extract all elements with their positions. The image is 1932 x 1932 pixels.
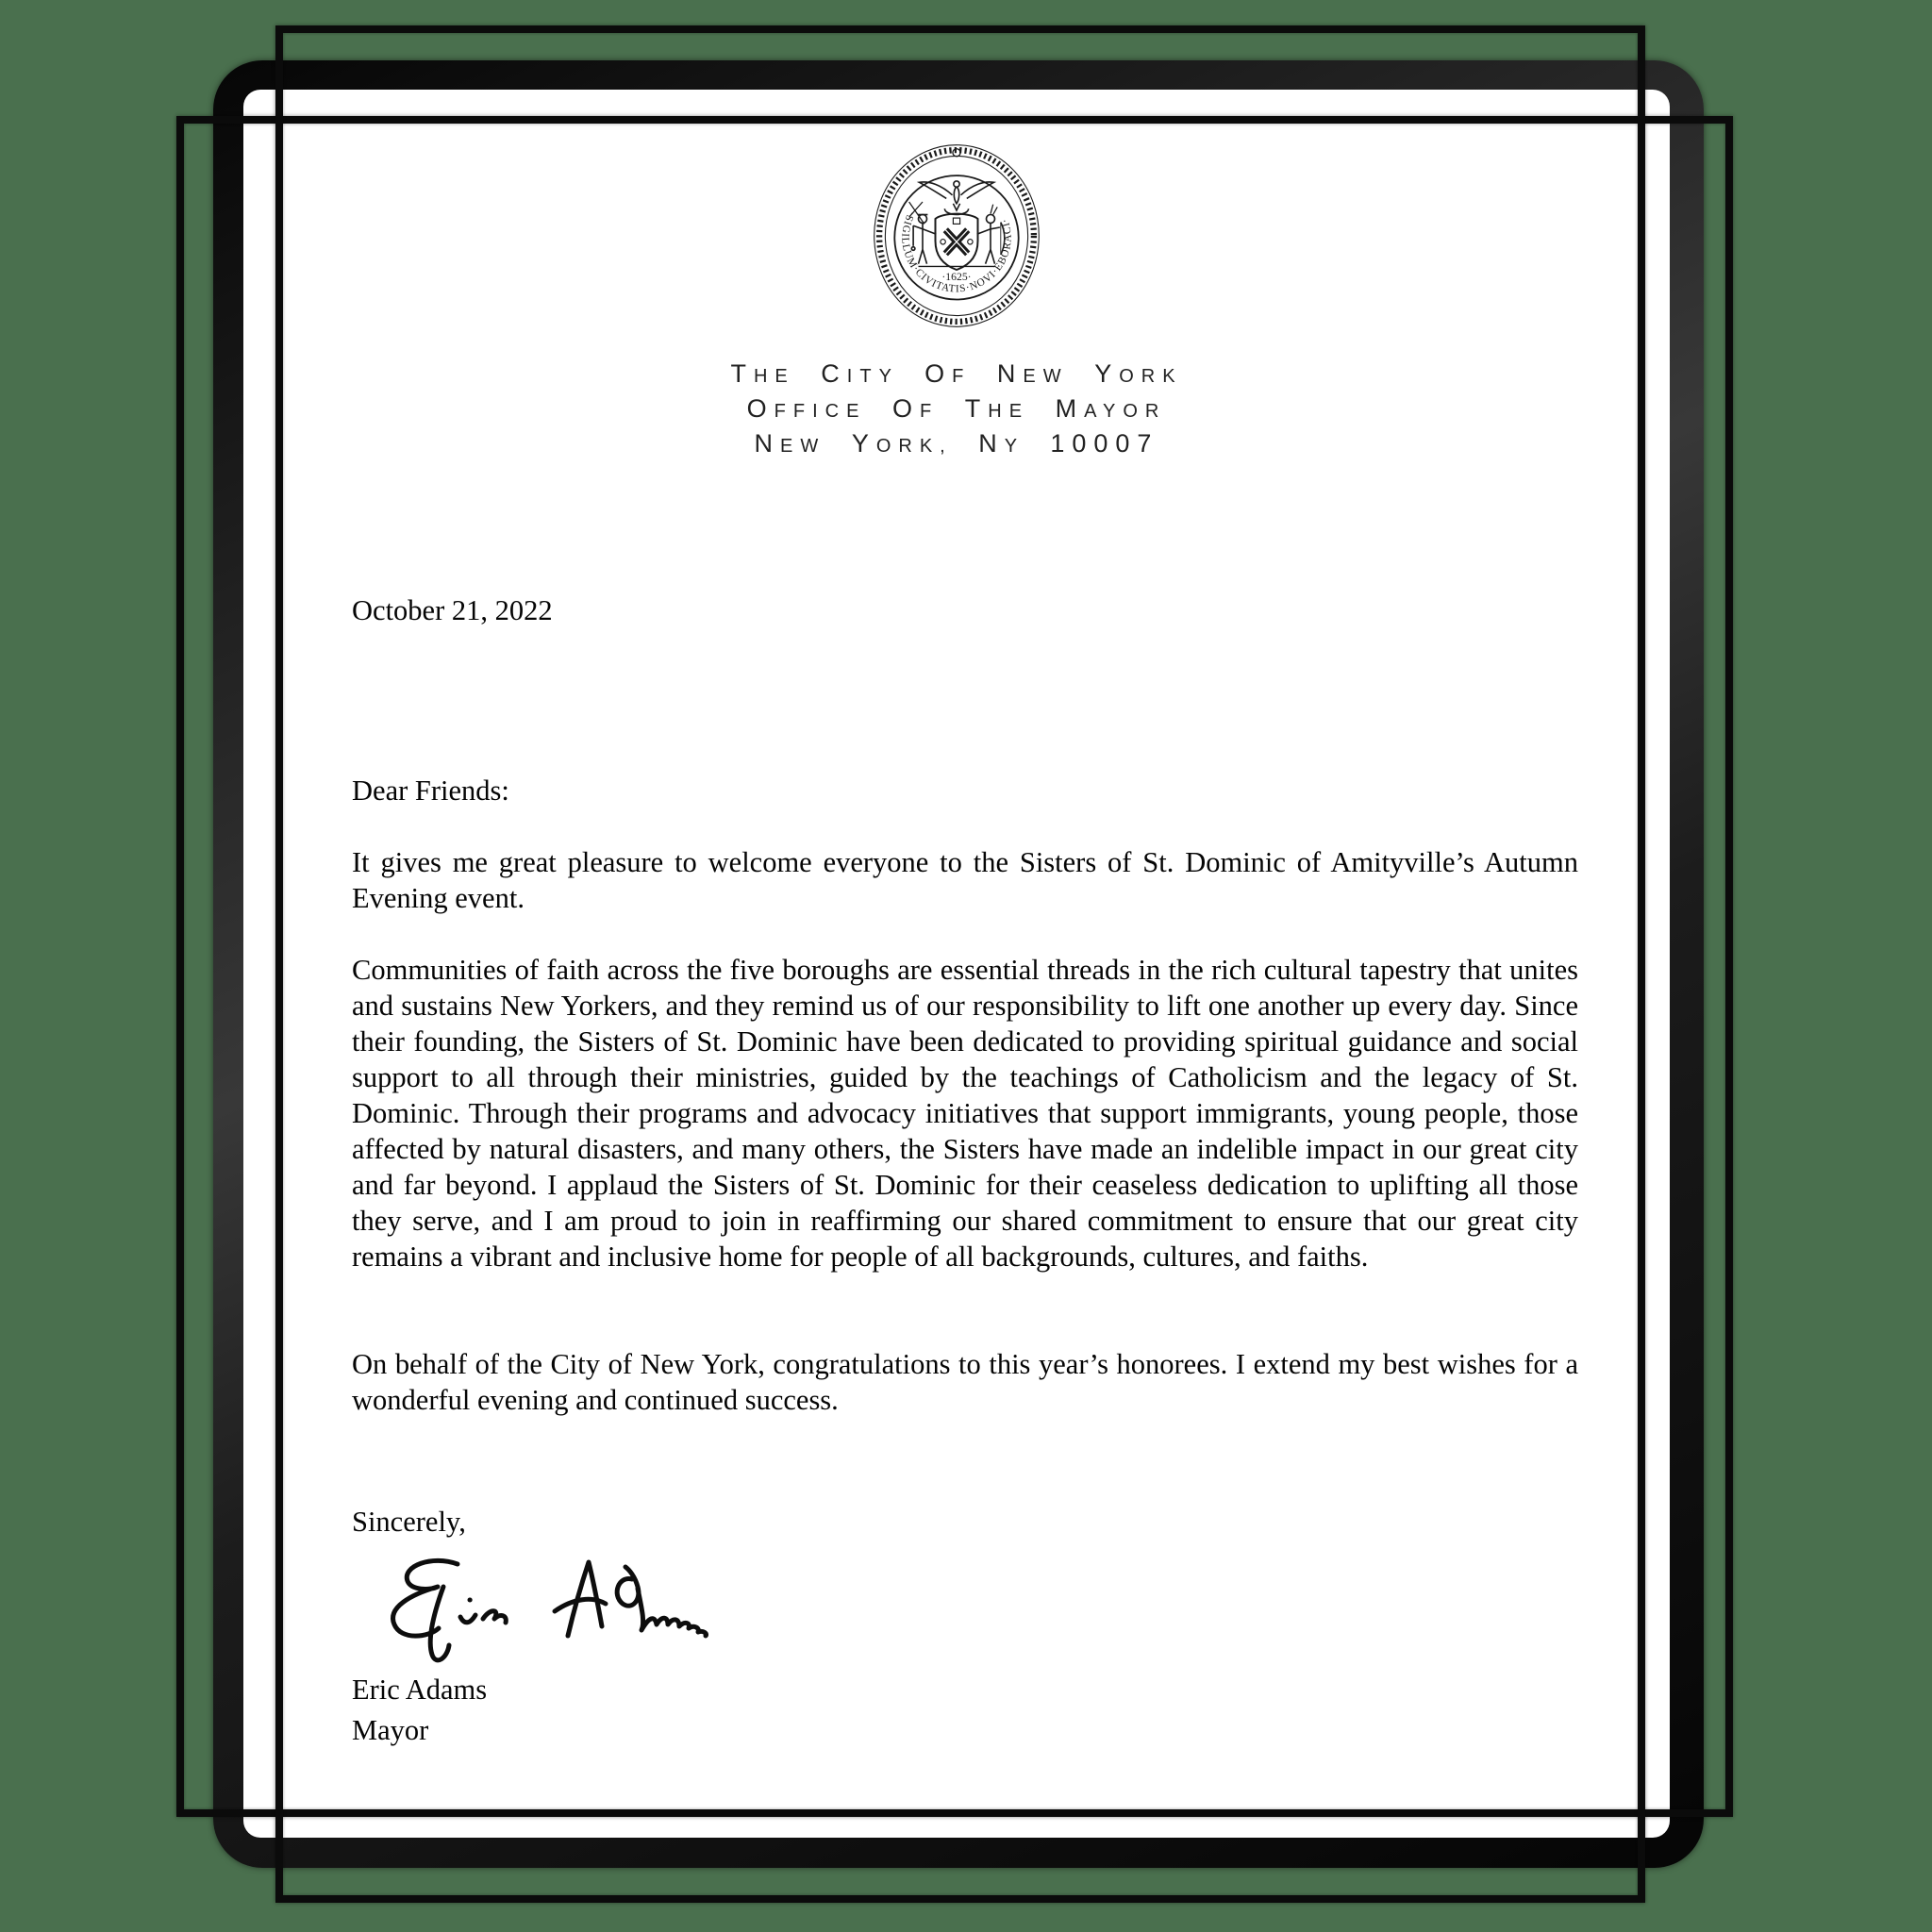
signer-title: Mayor bbox=[352, 1714, 429, 1746]
letterhead-line-2: OFFICE OF THE MAYOR bbox=[746, 394, 1167, 423]
letterhead-line-1: THE CITY OF NEW YORK bbox=[730, 359, 1183, 388]
letter-closing: Sincerely, bbox=[352, 1506, 466, 1538]
signer-name: Eric Adams bbox=[352, 1674, 488, 1706]
seal-year-text: ·1625· bbox=[941, 270, 972, 283]
frame-outline-tall bbox=[275, 25, 1645, 1903]
letter-salutation: Dear Friends: bbox=[352, 774, 509, 807]
letter-paragraph-3: On behalf of the City of New York, congratulations to this year’s honorees. I extend my best wishes for a wonderful evening and continued success. bbox=[352, 1348, 1578, 1416]
letter-paragraph-2: Communities of faith across the five boroughs are essential threads in the rich cultural tapestry that unites and sustains New Yorkers, and they remind us of our responsibility to lift one another up every day. Since their founding, the Sisters of St. Dominic have been dedicated to providing spiritual guidance and social support to all through their ministries, guided by the teachings of Catholicism and the legacy of St. Dominic. Through their programs and advocacy initiatives that support immigrants, young people, those affected by natural disasters, and many others, the Sisters have made an indelible impact in our great city and far beyond. I applaud the Sisters of St. Dominic for their ceaseless dedication to uplifting all those they serve, and I am proud to join in reaffirming our shared commitment to ensure that our great city remains a vibrant and inclusive home for people of all backgrounds, cultures, and faiths. bbox=[352, 954, 1578, 1273]
seal-motto-text: ·SIGILLUM·CIVITATIS·NOVI·EBORACI· bbox=[899, 208, 1014, 295]
letterhead-line-3: NEW YORK, NY 10007 bbox=[754, 429, 1159, 458]
letter-paragraph-1: It gives me great pleasure to welcome everyone to the Sisters of St. Dominic of Amityville’s Autumn Evening event. bbox=[352, 846, 1578, 914]
letter-date: October 21, 2022 bbox=[352, 594, 553, 626]
